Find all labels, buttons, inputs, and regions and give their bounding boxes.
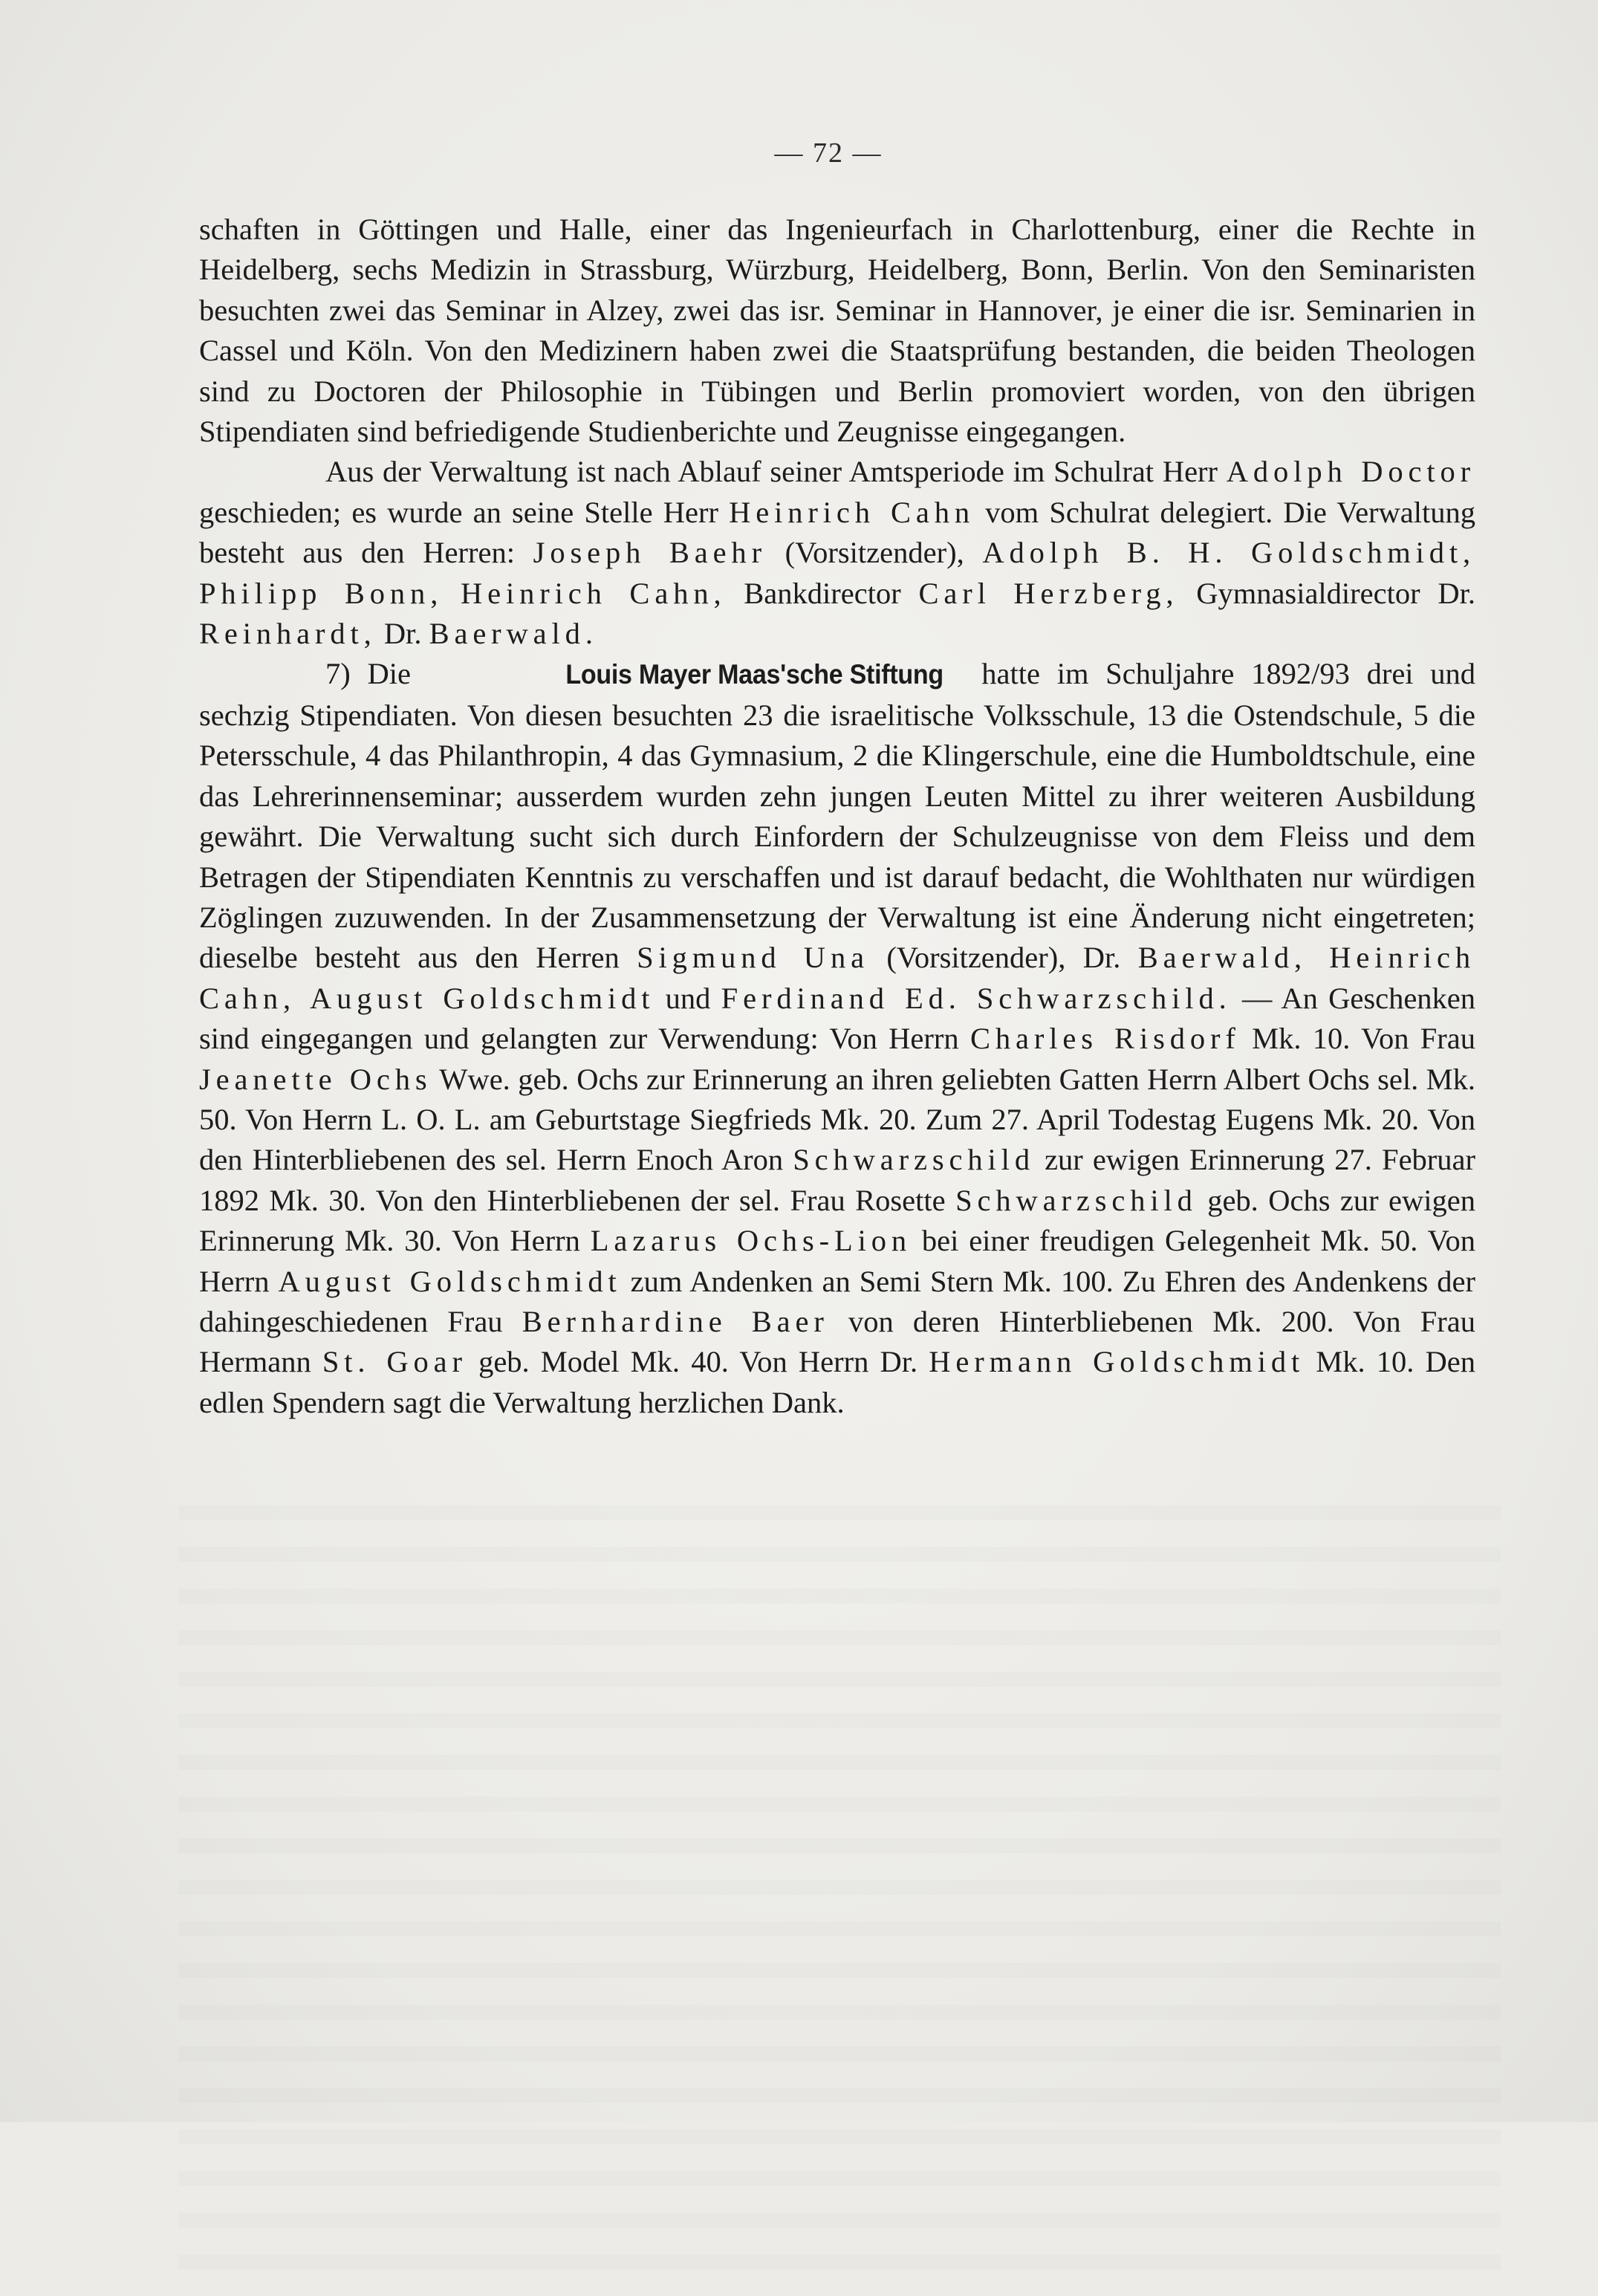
person-name: Hermann Goldschmidt (929, 1345, 1305, 1379)
person-name: Joseph Baehr (533, 536, 767, 570)
page-number: — 72 — (774, 137, 883, 169)
foundation-name: Louis Mayer Maas'sche Stiftung (565, 659, 943, 690)
person-name: Schwarzschild (955, 1183, 1198, 1217)
person-name: Baerwald. (429, 617, 598, 651)
person-name: Schwarzschild (793, 1143, 1035, 1177)
person-name: Adolph Doctor (1226, 455, 1476, 489)
person-name: St. Goar (322, 1345, 467, 1379)
person-name: Jeanette Ochs (199, 1062, 432, 1096)
person-name: Heinrich Cahn, (461, 576, 727, 610)
person-name: Adolph B. H. Goldschmidt, (982, 536, 1476, 570)
person-name: Baerwald, Heinrich Cahn, August Goldschmidt (199, 941, 1475, 1015)
paragraph-maas-foundation: 7) Die Louis Mayer Maas'sche Stiftung hatte im Schuljahre 1892/93 drei und sechzig Stipendiaten. Von diesen besuchten 23 die israelitische Volksschule, 13 die Ostendschule, 5 die Petersschule, 4 das Philanthropin, 4 das Gymnasium, 2 die Klingerschule, eine die Humboldtschule, eine das Lehrerinnenseminar; ausserdem wurden zehn jungen Leuten Mittel zu ihrer weiteren Ausbildung gewährt. Die Verwaltung sucht sich durch Einfordern der Schulzeugnisse von dem Fleiss und dem Betragen der Stipendiaten Kenntnis zu verschaffen und ist darauf bedacht, die Wohlthaten nur würdigen Zöglingen zuzuwenden. In der Zusammensetzung der Verwaltung ist eine Änderung nicht eingetreten; dieselbe besteht aus den Herren Sigmund Una (Vorsitzender), Dr. Baerwald, Heinrich Cahn, August Goldschmidt und Ferdinand Ed. Schwarzschild. — An Geschenken sind eingegangen und gelangten zur Verwendung: Von Herrn Charles Risdorf Mk. 10. Von Frau Jeanette Ochs Wwe. geb. Ochs zur Erinnerung an ihren geliebten Gatten Herrn Albert Ochs sel. Mk. 50. Von Herrn L. O. L. am Geburtstage Siegfrieds Mk. 20. Zum 27. April Todestag Eugens Mk. 20. Von den Hinterbliebenen des sel. Herrn Enoch Aron Schwarzschild zur ewigen Erinnerung 27. Februar 1892 Mk. 30. Von den Hinterbliebenen der sel. Frau Rosette Schwarzschild geb. Ochs zur ewigen Erinnerung Mk. 30. Von Herrn Lazarus Ochs-Lion bei einer freudigen Gelegenheit Mk. 50. Von Herrn August Goldschmidt zum Andenken an Semi Stern Mk. 100. Zu Ehren des Andenkens der dahingeschiedenen Frau Bernhardine Baer von deren Hinterbliebenen Mk. 200. Von Frau Hermann St. Goar geb. Model Mk. 40. Von Herrn Dr. Hermann Goldschmidt Mk. 10. Den edlen Spendern sagt die Verwaltung herzlichen Dank. (199, 654, 1475, 1423)
person-name: Charles Risdorf (969, 1022, 1241, 1056)
person-name: Bernhardine Baer (522, 1304, 829, 1338)
person-name: Lazarus Ochs-Lion (590, 1224, 912, 1258)
body-text (199, 210, 1475, 1423)
show-through-text (178, 1479, 1501, 2296)
person-name: Philipp Bonn, (199, 576, 444, 610)
person-name: Reinhardt, (199, 617, 377, 651)
person-name: Ferdinand Ed. Schwarzschild. (721, 981, 1232, 1015)
person-name: August Goldschmidt (278, 1264, 622, 1298)
paragraph-administration: Aus der Verwaltung ist nach Ablauf seiner Amtsperiode im Schulrat Herr Adolph Doctor geschieden; es wurde an seine Stelle Herr Heinrich Cahn vom Schulrat delegiert. Die Verwaltung besteht aus den Herren: Joseph Baehr (Vorsitzender), Adolph B. H. Goldschmidt, Philipp Bonn, Heinrich Cahn, Bankdirector Carl Herzberg, Gymnasialdirector Dr. Reinhardt, Dr. Baerwald. (199, 455, 1476, 651)
person-name: Carl Herzberg, (918, 576, 1179, 610)
person-name: Heinrich Cahn (729, 495, 975, 529)
paragraph-scholarship-results: schaften in Göttingen und Halle, einer das Ingenieurfach in Charlottenburg, einer die Rechte in Heidelberg, sechs Medizin in Strassburg, Würzburg, Heidelberg, Bonn, Berlin. Von den Seminaristen besuchten zwei das Seminar in Alzey, zwei das isr. Seminar in Hannover, je einer die isr. Seminarien in Cassel und Köln. Von den Medizinern haben zwei die Staatsprüfung bestanden, die beiden Theologen sind zu Doctoren der Philosophie in Tübingen und Berlin promoviert worden, von den übrigen Stipendiaten sind befriedigende Studienberichte und Zeugnisse eingegangen. (199, 213, 1475, 449)
person-name: Sigmund Una (637, 941, 869, 975)
